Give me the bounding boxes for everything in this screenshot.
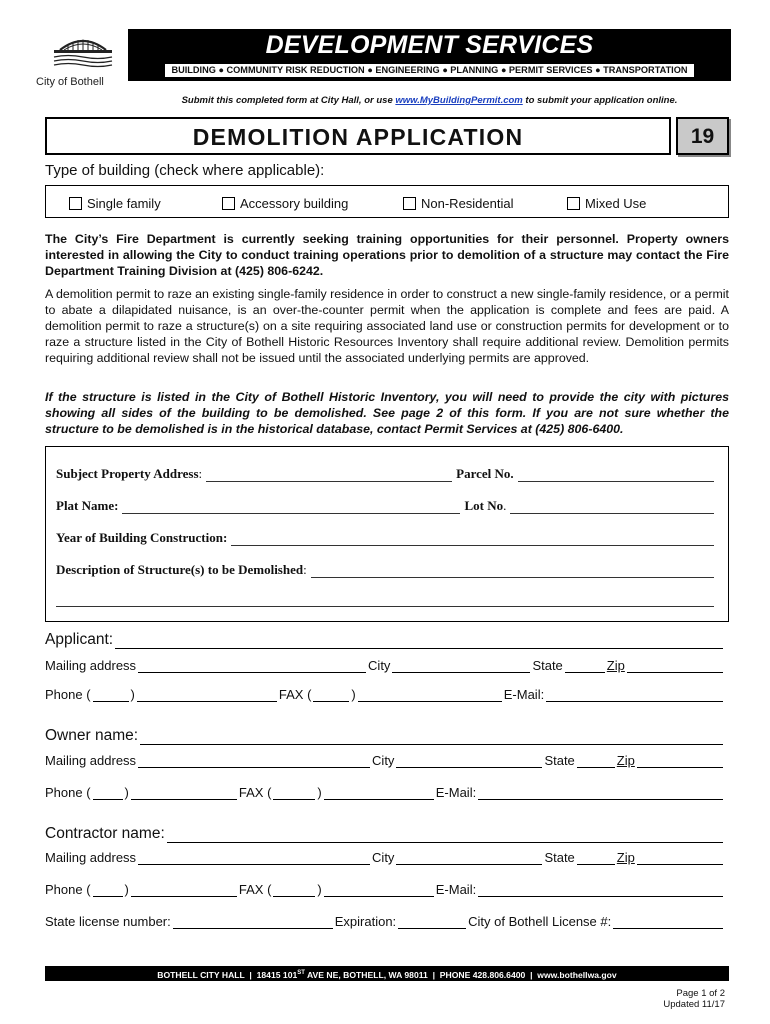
applicant-email-field[interactable] — [546, 690, 723, 702]
applicant-phone-area-field[interactable] — [93, 690, 129, 702]
contractor-phone-row — [45, 882, 725, 897]
applicant-fax-area-field[interactable] — [313, 690, 349, 702]
contractor-fax-field[interactable] — [324, 885, 434, 897]
zip-label: Zip — [616, 753, 635, 768]
parcel-field[interactable] — [518, 470, 714, 482]
contractor-label: Contractor name: — [45, 825, 165, 842]
description-field-line-2[interactable] — [56, 606, 714, 607]
contractor-zip-field[interactable] — [637, 853, 723, 865]
contractor-phone-field[interactable] — [131, 885, 237, 897]
checkbox-accessory-building[interactable] — [222, 196, 348, 211]
phone-label: Phone ( — [45, 882, 91, 897]
owner-zip-field[interactable] — [637, 756, 723, 768]
owner-phone-field[interactable] — [131, 788, 237, 800]
submit-instructions — [128, 95, 731, 106]
applicant-mailing-field[interactable] — [138, 661, 366, 673]
fax-close: ) — [317, 785, 322, 800]
applicant-phone-field[interactable] — [137, 690, 277, 702]
fax-close: ) — [317, 882, 322, 897]
checkbox-label: Accessory building — [240, 196, 349, 211]
state-label: State — [544, 850, 575, 865]
checkbox-icon[interactable] — [69, 197, 82, 210]
contractor-name-field[interactable] — [167, 831, 723, 843]
description-field[interactable] — [311, 566, 714, 578]
mailing-label: Mailing address — [45, 658, 137, 673]
form-title: DEMOLITION APPLICATION — [45, 117, 671, 155]
permit-info-paragraph: A demolition permit to raze an existing single-family residence in order to construct a new single-family residence, or a permit to abate a dilapidated nuisance, is an over-the-counter permit when the application is complete and fees are paid. A demolition permit to raze a structure(s) on a site requiring associated land use or construction permits for development or to raze a structure listed in the City of Bothell Historic Resources Inventory shall require additional review. Demolition permits requiring additional review shall not be issued until the associated underlying permits are approved. — [45, 287, 729, 365]
contractor-mailing-field[interactable] — [138, 853, 370, 865]
applicant-state-field[interactable] — [565, 661, 605, 673]
property-row-description — [56, 562, 714, 578]
historic-paragraph: If the structure is listed in the City of Bothell Historic Inventory, you will need to provide the city with pictures showing all sides of the building to be demolished. See page 2 of this form. If you are not sure whether the structure to be demolished is in the historical database, contact Permit Services at (425) 806-6400. — [45, 390, 729, 436]
lot-dot: . — [503, 498, 507, 513]
owner-label: Owner name: — [45, 727, 139, 744]
fax-label: FAX ( — [278, 687, 312, 702]
checkbox-single-family[interactable] — [69, 196, 161, 211]
year-label: Year of Building Construction: — [56, 530, 228, 545]
owner-fax-area-field[interactable] — [273, 788, 315, 800]
logo-text: City of Bothell — [36, 76, 104, 88]
phone-close: ) — [124, 882, 129, 897]
address-label: Subject Property Address — [56, 466, 199, 481]
applicant-phone-row — [45, 687, 725, 702]
expiration-label: Expiration: — [334, 914, 397, 929]
phone-label: Phone ( — [45, 785, 91, 800]
footer-bar: BOTHELL CITY HALL | 18415 101ST AVE NE, BOTHELL, WA 98011 | PHONE 428.806.6400 | www.bothellwa.gov — [45, 966, 729, 981]
checkbox-non-residential[interactable] — [403, 196, 514, 211]
footer-address: 18415 101 — [256, 969, 298, 980]
contractor-mailing-row — [45, 850, 725, 865]
fax-label: FAX ( — [238, 785, 272, 800]
footer-address-rest: AVE NE, BOTHELL, WA 98011 — [304, 969, 428, 980]
owner-mailing-field[interactable] — [138, 756, 370, 768]
lot-label: Lot No — [464, 498, 504, 513]
email-label: E-Mail: — [435, 882, 477, 897]
footer-website[interactable]: www.bothellwa.gov — [537, 969, 617, 980]
city-label: City — [368, 658, 391, 673]
bothell-license-field[interactable] — [613, 917, 723, 929]
checkbox-icon[interactable] — [567, 197, 580, 210]
mailing-label: Mailing address — [45, 850, 137, 865]
city-label: City — [372, 850, 395, 865]
bothell-license-label: City of Bothell License #: — [468, 914, 612, 929]
contractor-row — [45, 825, 725, 843]
header-title: DEVELOPMENT SERVICES — [265, 31, 594, 59]
contractor-fax-area-field[interactable] — [273, 885, 315, 897]
owner-name-field[interactable] — [140, 733, 723, 745]
phone-close: ) — [130, 687, 135, 702]
owner-phone-row — [45, 785, 725, 800]
checkbox-label: Non-Residential — [421, 196, 514, 211]
address-field[interactable] — [206, 470, 452, 482]
checkbox-icon[interactable] — [403, 197, 416, 210]
plat-label: Plat Name: — [56, 498, 119, 513]
building-type-title: Type of building (check where applicable): — [45, 162, 325, 179]
owner-mailing-row — [45, 753, 725, 768]
applicant-fax-field[interactable] — [358, 690, 502, 702]
zip-label: Zip — [606, 658, 625, 673]
applicant-row — [45, 631, 725, 649]
departments-strip: BUILDING ● COMMUNITY RISK REDUCTION ● ENGINEERING ● PLANNING ● PERMIT SERVICES ● TRANSPORTATION — [164, 63, 695, 78]
phone-close: ) — [124, 785, 129, 800]
expiration-field[interactable] — [398, 917, 466, 929]
address-colon: : — [198, 466, 203, 481]
state-label: State — [532, 658, 563, 673]
email-label: E-Mail: — [435, 785, 477, 800]
footer-phone: PHONE 428.806.6400 — [439, 969, 526, 980]
contractor-phone-area-field[interactable] — [93, 885, 123, 897]
property-row-year — [56, 530, 714, 546]
mailing-label: Mailing address — [45, 753, 137, 768]
year-field[interactable] — [231, 534, 714, 546]
contractor-city-field[interactable] — [396, 853, 542, 865]
contractor-email-field[interactable] — [478, 885, 723, 897]
parcel-label: Parcel No. — [456, 466, 514, 481]
owner-phone-area-field[interactable] — [93, 788, 123, 800]
fire-dept-paragraph: The City’s Fire Department is currently seeking training opportunities for their personnel. Property owners interested in allowing the City to conduct training operations prior to demolition of a structure may contact the Fire Department Training Division at (425) 806-6242. — [45, 232, 729, 278]
applicant-label: Applicant: — [45, 631, 114, 648]
applicant-zip-field[interactable] — [627, 661, 723, 673]
submit-prefix: Submit this completed form at City Hall, or use — [181, 95, 396, 106]
lot-field[interactable] — [510, 502, 714, 514]
footer-address-sup: ST — [297, 970, 305, 976]
phone-label: Phone ( — [45, 687, 91, 702]
owner-city-field[interactable] — [396, 756, 542, 768]
applicant-name-field[interactable] — [115, 637, 723, 649]
mybuildingpermit-link[interactable]: www.MyBuildingPermit.com — [395, 95, 523, 106]
checkbox-label: Single family — [87, 196, 161, 211]
zip-label: Zip — [616, 850, 635, 865]
footer-city-hall: BOTHELL CITY HALL — [157, 969, 245, 980]
page-number: Page 1 of 2 — [676, 988, 725, 999]
owner-fax-field[interactable] — [324, 788, 434, 800]
contractor-state-field[interactable] — [577, 853, 615, 865]
page-info — [560, 988, 725, 1010]
property-row-plat — [56, 498, 714, 514]
owner-state-field[interactable] — [577, 756, 615, 768]
checkbox-label: Mixed Use — [585, 196, 647, 211]
checkbox-mixed-use[interactable] — [567, 196, 646, 211]
applicant-mailing-row — [45, 658, 725, 673]
description-colon: : — [303, 562, 307, 577]
updated-date: Updated 11/17 — [663, 999, 725, 1010]
form-number: 19 — [676, 117, 729, 155]
description-label: Description of Structure(s) to be Demolished — [56, 562, 304, 577]
contractor-license-row — [45, 914, 725, 929]
state-license-field[interactable] — [173, 917, 333, 929]
city-label: City — [372, 753, 395, 768]
property-row-address — [56, 466, 714, 482]
email-label: E-Mail: — [503, 687, 545, 702]
fax-label: FAX ( — [238, 882, 272, 897]
state-license-label: State license number: — [45, 914, 171, 929]
submit-suffix: to submit your application online. — [522, 95, 678, 106]
state-label: State — [544, 753, 575, 768]
fax-close: ) — [351, 687, 356, 702]
owner-row — [45, 727, 725, 745]
owner-email-field[interactable] — [478, 788, 723, 800]
applicant-city-field[interactable] — [392, 661, 530, 673]
plat-field[interactable] — [122, 502, 460, 514]
checkbox-icon[interactable] — [222, 197, 235, 210]
